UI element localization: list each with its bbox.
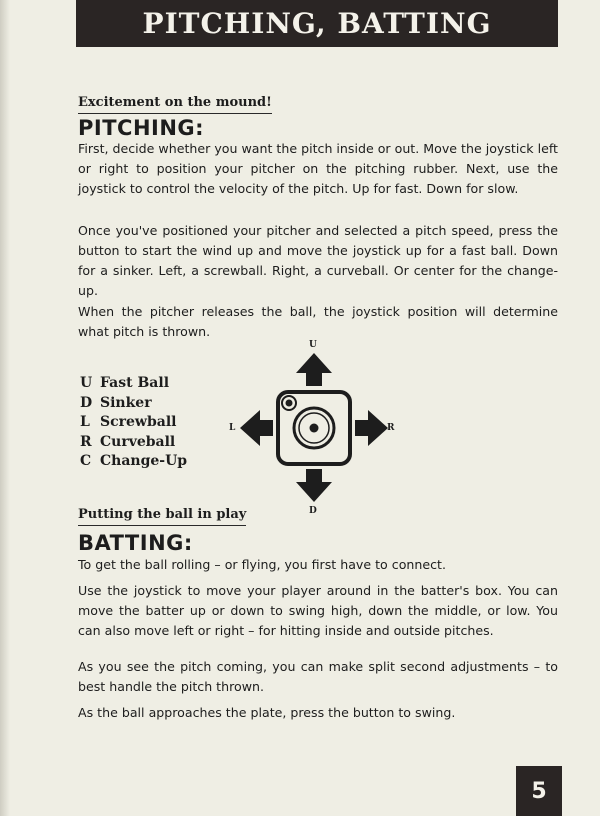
batting-subhead: Putting the ball in play	[78, 507, 246, 526]
direction-label-left: L	[229, 423, 236, 433]
direction-label-down: D	[309, 506, 317, 516]
pitching-title: PITCHING:	[78, 116, 205, 140]
pitch-label: Sinker	[100, 394, 152, 411]
arrow-right-icon	[355, 410, 388, 446]
arrow-up-icon	[296, 353, 332, 386]
pitching-paragraph-3: When the pitcher releases the ball, the joystick position will determine what pitch is thrown.	[78, 304, 558, 339]
arrow-left-icon	[240, 410, 273, 446]
batting-paragraph-3: As you see the pitch coming, you can make split second adjustments – to best handle the pitch thrown.	[78, 659, 558, 694]
joystick-diagram	[226, 336, 406, 520]
pitch-label: Curveball	[100, 433, 176, 450]
pitch-item-fastball	[80, 374, 240, 394]
pitch-key: U	[80, 375, 93, 391]
arrow-down-icon	[296, 469, 332, 502]
pitch-label: Screwball	[100, 414, 177, 430]
pitch-key: L	[80, 414, 90, 430]
pitching-subhead: Excitement on the mound!	[78, 95, 272, 114]
pitch-item-screwball	[80, 413, 240, 433]
page-title: PITCHING, BATTING	[142, 7, 492, 40]
joystick-icon	[226, 336, 406, 520]
batting-paragraph-2: Use the joystick to move your player around in the batter's box. You can move the batter up or down to swing high, down the middle, or low. You can also move left or right – for hitting inside and outside pitches.	[78, 583, 558, 638]
page-number-box	[516, 766, 562, 816]
pitch-list	[80, 374, 240, 472]
direction-label-right: R	[387, 423, 395, 433]
pitch-key: D	[80, 394, 93, 411]
batting-paragraph-1: To get the ball rolling – or flying, you first have to connect.	[78, 557, 446, 572]
pitching-paragraph-1: First, decide whether you want the pitch inside or out. Move the joystick left or right to position your pitcher on the pitching rubber. Next, use the joystick to control the velocity of the pitch. Up for fast. Down for slow.	[78, 141, 558, 196]
batting-title: BATTING:	[78, 531, 193, 555]
pitch-label: Fast Ball	[100, 375, 170, 391]
pitch-item-sinker	[80, 394, 240, 414]
binding-edge	[0, 0, 10, 816]
direction-label-up: U	[309, 340, 317, 350]
header-banner	[76, 0, 558, 47]
pitch-item-changeup	[80, 452, 240, 472]
batting-paragraph-4: As the ball approaches the plate, press the button to swing.	[78, 705, 456, 720]
page-number: 5	[531, 778, 547, 804]
pitch-key: C	[80, 453, 92, 469]
pitch-label: Change-Up	[100, 453, 188, 469]
pitch-item-curveball	[80, 433, 240, 453]
pitch-key: R	[80, 433, 92, 450]
pitching-paragraph-2: Once you've positioned your pitcher and selected a pitch speed, press the button to start the wind up and move the joystick up for a fast ball. Down for a sinker. Left, a screwball. Right, a curveball. Or center for the change-up.	[78, 223, 558, 298]
